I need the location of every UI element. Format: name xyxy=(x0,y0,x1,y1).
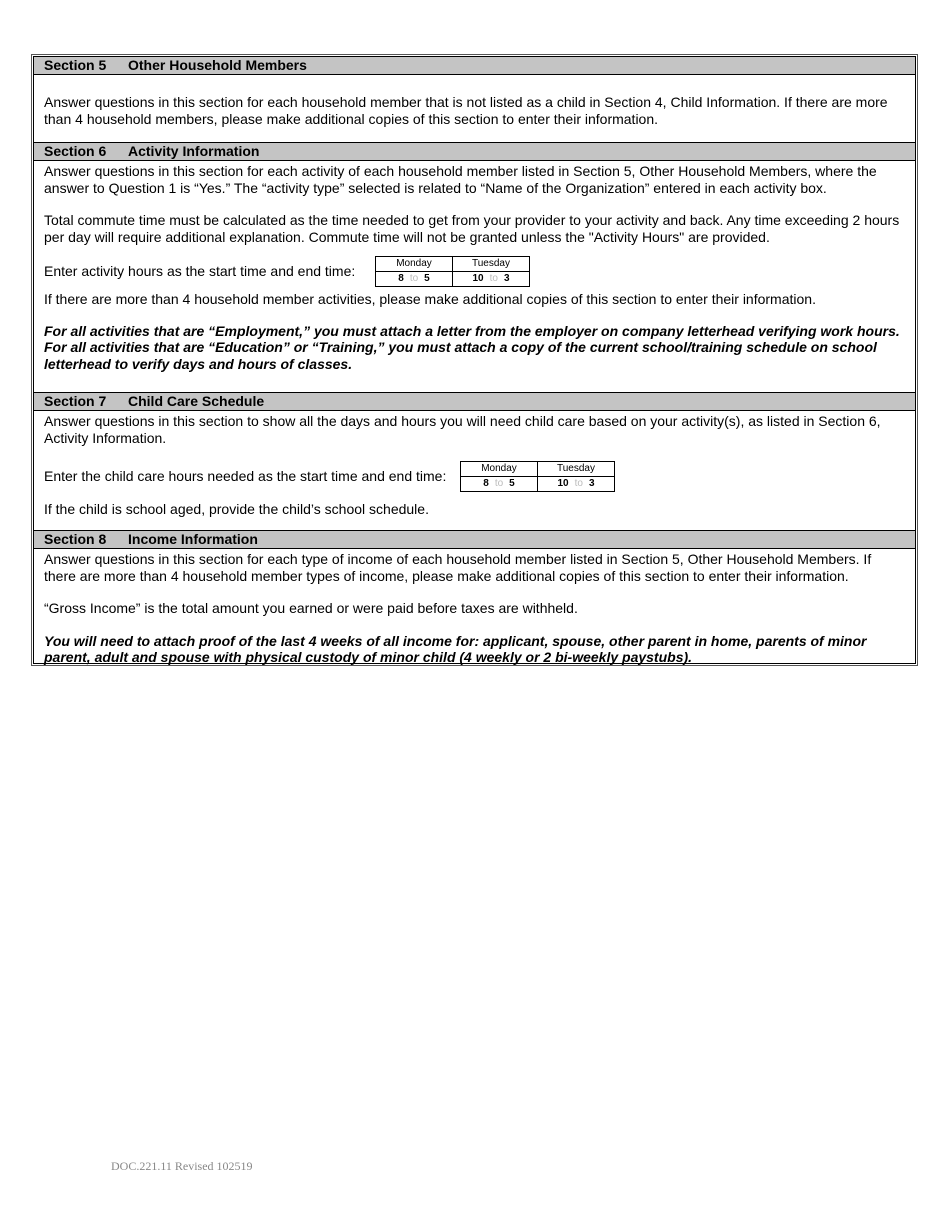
section-6-body xyxy=(34,161,915,393)
section-8-proof-note: You will need to attach proof of the last 4 weeks of all income for: applicant, spouse, other parent in home, parents of minor parent, adult and spouse with physical custody of minor child (4 weekly or 2 bi-weekly paystubs). xyxy=(44,632,867,665)
section-8-gross-income-note: “Gross Income” is the total amount you earned or were paid before taxes are withheld. xyxy=(44,600,578,616)
section-6-commute-note: Total commute time must be calculated as the time needed to get from your provider to your activity and back. Any time exceeding 2 hours per day will require additional explanation. Commute time will not be granted unless the "Activity Hours" are provided. xyxy=(44,212,900,245)
activity-hours-example xyxy=(375,256,530,287)
section-6-header xyxy=(34,143,915,161)
section-5-title: Other Household Members xyxy=(128,57,307,73)
section-7-title: Child Care Schedule xyxy=(128,393,265,409)
section-6-copies-note: If there are more than 4 household member activities, please make additional copies of this section to enter their information. xyxy=(44,291,816,307)
section-8-instructions: Answer questions in this section for each type of income of each household member listed in Section 5, Other Household Members. If there are more than 4 household member types of income, please make additional copies of this section to enter their information. xyxy=(44,551,872,584)
section-8-header xyxy=(34,531,915,549)
section-6-hours-line xyxy=(44,256,905,287)
example-day-tuesday: Tuesday xyxy=(453,257,530,272)
example-day-monday: Monday xyxy=(461,462,538,477)
section-5-instructions: Answer questions in this section for each household member that is not listed as a child in Section 4, Child Information. If there are more than 4 household members, please make additional copies of this section to enter their information. xyxy=(44,94,888,127)
section-6-documents-note: For all activities that are “Employment,” you must attach a letter from the employer on company letterhead verifying work hours. For all activities that are “Education” or “Training,” you must attach a copy of the current school/training schedule on school letterhead to verify days and hours of classes. xyxy=(44,322,900,372)
section-5-number: Section 5 xyxy=(44,57,107,73)
child-care-hours-example xyxy=(460,461,615,492)
form-sections xyxy=(33,56,916,664)
section-7-hours-line xyxy=(44,461,905,492)
example-monday-hours: 8 to 5 xyxy=(376,272,453,287)
example-tuesday-hours: 10 to 3 xyxy=(453,272,530,287)
example-monday-hours: 8 to 5 xyxy=(461,477,538,492)
section-8-body xyxy=(34,549,915,663)
section-5-header xyxy=(34,57,915,75)
section-6-number: Section 6 xyxy=(44,143,107,159)
section-6-instructions: Answer questions in this section for each activity of each household member listed in Section 5, Other Household Members, where the answer to Question 1 is “Yes.” The “activity type” selected is related to “Name of the Organization” entered in each activity box. xyxy=(44,163,877,196)
section-8-title: Income Information xyxy=(128,531,258,547)
section-5-body xyxy=(34,75,915,143)
section-7-instructions: Answer questions in this section to show all the days and hours you will need child care based on your activity(s), as listed in Section 6, Activity Information. xyxy=(44,413,881,446)
section-7-body xyxy=(34,411,915,531)
document-footer-code: DOC.221.11 Revised 102519 xyxy=(111,1159,253,1173)
section-6-hours-label: Enter activity hours as the start time and end time: xyxy=(44,263,356,280)
section-6-title: Activity Information xyxy=(128,143,260,159)
section-7-header xyxy=(34,393,915,411)
example-day-monday: Monday xyxy=(376,257,453,272)
section-7-school-note: If the child is school aged, provide the child’s school schedule. xyxy=(44,501,429,517)
section-7-hours-label: Enter the child care hours needed as the start time and end time: xyxy=(44,468,447,485)
section-7-number: Section 7 xyxy=(44,393,107,409)
example-tuesday-hours: 10 to 3 xyxy=(538,477,615,492)
example-day-tuesday: Tuesday xyxy=(538,462,615,477)
section-8-number: Section 8 xyxy=(44,531,107,547)
